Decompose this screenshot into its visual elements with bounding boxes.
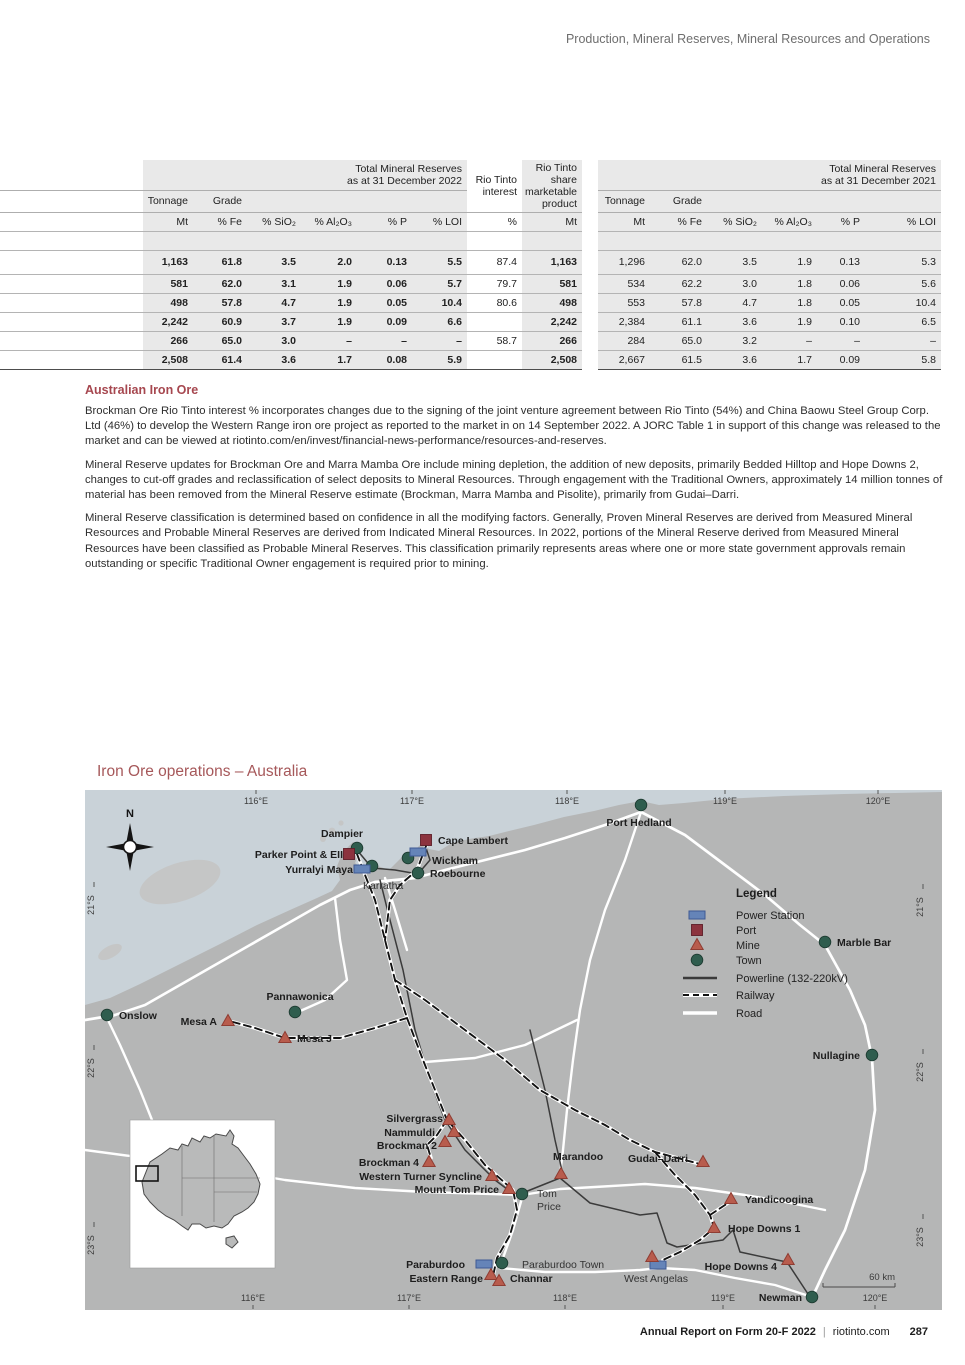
map-svg (85, 790, 942, 1310)
map-label-mount-tom-price: Mount Tom Price (414, 1184, 499, 1196)
row-label-cell (0, 274, 143, 293)
value-2022: 2,508 (143, 350, 193, 369)
value-2022: 57.8 (193, 293, 247, 312)
value-2021: 0.13 (817, 250, 865, 274)
map-label-hope-downs-4: Hope Downs 4 (704, 1261, 777, 1273)
value-2021 (598, 231, 650, 250)
map-label-channar: Channar (510, 1273, 553, 1285)
coord-label-23-s-right: 23°S (915, 1227, 925, 1247)
value-2021: 3.6 (707, 350, 762, 369)
value-2021: – (762, 331, 817, 350)
legend-port-icon (692, 925, 703, 936)
value-2022: 3.0 (247, 331, 301, 350)
map-label-price: Price (537, 1201, 561, 1213)
section-paragraph: Brockman Ore Rio Tinto interest % incorporates changes due to the signing of the joint venture agreement between Rio Tinto (54%) and China Baowu Steel Group Corp. Ltd (46%) to develop the Western Range iron ore project as reported to the market in on 14 September 2022. A JORC Table 1 in support of this change was released to the market and can be viewed at riotinto.com/en/invest/financial-news-performance/resources-and-reserves. (85, 405, 941, 448)
table-gap (582, 331, 598, 350)
coord-label-21-s-right: 21°S (915, 897, 925, 917)
page-number: 287 (909, 1326, 928, 1338)
map-label-wickham: Wickham (432, 855, 479, 867)
scale-label: 60 km (869, 1272, 895, 1283)
value-2022: 2.0 (301, 250, 357, 274)
marker-power-west-angelas-power-station (650, 1261, 666, 1269)
value-2022: 5.7 (412, 274, 467, 293)
rio-tinto-interest-value (467, 350, 522, 369)
share-product-value: 2,242 (522, 312, 582, 331)
map-label-tom: Tom (537, 1188, 557, 1200)
marker-town-onslow (101, 1009, 113, 1021)
value-2022: 1.9 (301, 293, 357, 312)
header-filler (247, 190, 467, 212)
value-2021: 1.8 (762, 293, 817, 312)
table-row (0, 231, 941, 250)
value-2022: 0.09 (357, 312, 412, 331)
legend-label-mine: Mine (736, 940, 760, 952)
page-footer (640, 1326, 928, 1338)
map-label-brockman-4: Brockman 4 (358, 1157, 419, 1169)
coord-label-120-e-top: 120°E (865, 796, 891, 806)
legend-title: Legend (736, 888, 777, 900)
value-2021: % Al₂O₃ (762, 212, 817, 231)
row-label-cell (0, 250, 143, 274)
value-2022: 5.5 (412, 250, 467, 274)
legend-label-powerline-132-220kv: Powerline (132-220kV) (736, 973, 848, 985)
value-2022: 498 (143, 293, 193, 312)
coord-label-117-e-top: 117°E (400, 796, 424, 806)
value-2022: 0.06 (357, 274, 412, 293)
running-header: Production, Mineral Reserves, Mineral Resources and Operations (565, 32, 930, 46)
map-label-western-turner-syncline: Western Turner Syncline (359, 1171, 482, 1183)
mineral-reserves-table-wrap (0, 160, 941, 370)
value-2021: 6.5 (865, 312, 941, 331)
legend-label-town: Town (736, 955, 762, 967)
value-2022: 581 (143, 274, 193, 293)
value-2021 (762, 231, 817, 250)
legend-label-railway: Railway (736, 990, 775, 1002)
value-2021: % SiO₂ (707, 212, 762, 231)
map-label-marble-bar: Marble Bar (837, 937, 892, 949)
reserves-2022-title: Total Mineral Reserves as at 31 December 2022 (143, 160, 467, 190)
value-2022: 3.1 (247, 274, 301, 293)
value-2021: 3.5 (707, 250, 762, 274)
value-2022: – (301, 331, 357, 350)
value-2022: 61.8 (193, 250, 247, 274)
value-2021: 5.3 (865, 250, 941, 274)
marker-town-tom-price (516, 1188, 528, 1200)
table-row (0, 350, 941, 369)
table-gap (582, 350, 598, 369)
rio-tinto-interest-value: 58.7 (467, 331, 522, 350)
table-row (0, 293, 941, 312)
footer-report-title: Annual Report on Form 20-F 2022 (639, 1326, 816, 1338)
value-2022 (412, 231, 467, 250)
value-2022: 1.7 (301, 350, 357, 369)
coord-label-116-e-bottom: 116°E (241, 1293, 265, 1303)
share-product-value: Mt (522, 212, 582, 231)
marker-port-parker-point-eii (344, 849, 355, 860)
value-2022: 60.9 (193, 312, 247, 331)
value-2021 (650, 231, 707, 250)
row-label-spacer (0, 160, 143, 190)
map-label-port-hedland: Port Hedland (606, 817, 672, 829)
value-2022: 0.08 (357, 350, 412, 369)
map-label-onslow: Onslow (119, 1010, 157, 1022)
coord-label-117-e-bottom: 117°E (397, 1293, 421, 1303)
value-2022: % SiO₂ (247, 212, 301, 231)
value-2021: 1.7 (762, 350, 817, 369)
tonnage-header-2022: Tonnage (143, 190, 193, 212)
value-2022 (301, 231, 357, 250)
value-2021: % Fe (650, 212, 707, 231)
section-paragraph: Mineral Reserve updates for Brockman Ore and Marra Mamba Ore include mining depletion, the addition of new deposits, primarily Bedded Hilltop and Hope Downs 2, changes to cut-off grades and reclassification of select deposits to Mineral Resources. Through engagement with the Traditional Owners, approximately 14 million tonnes of material has been removed from the Mineral Reserve estimate (Brockman, Marra Mamba and Pisolite), primarily from Gudai–Darri. (85, 458, 943, 502)
mineral-reserves-table (0, 160, 941, 370)
coord-label-119-e-bottom: 119°E (711, 1293, 735, 1303)
map-label-nammuldi: Nammuldi (384, 1127, 435, 1139)
value-2022: – (412, 331, 467, 350)
map-label-pannawonica: Pannawonica (266, 991, 334, 1003)
rio-tinto-interest-value: 79.7 (467, 274, 522, 293)
coord-label-22-s-right: 22°S (915, 1062, 925, 1082)
map-label-yurralyi-maya: Yurralyi Maya (285, 864, 353, 876)
table-row (0, 331, 941, 350)
value-2022 (143, 231, 193, 250)
table-gap (582, 312, 598, 331)
value-2022: 266 (143, 331, 193, 350)
value-2022: 3.5 (247, 250, 301, 274)
value-2022: % Al₂O₃ (301, 212, 357, 231)
value-2021: 284 (598, 331, 650, 350)
rio-tinto-interest-value: 80.6 (467, 293, 522, 312)
value-2022: 4.7 (247, 293, 301, 312)
value-2021: 5.8 (865, 350, 941, 369)
value-2021 (707, 231, 762, 250)
value-2021: 3.0 (707, 274, 762, 293)
value-2022: 0.13 (357, 250, 412, 274)
map-label-nullagine: Nullagine (812, 1050, 860, 1062)
value-2022: – (357, 331, 412, 350)
map-label-parker-point-eii: Parker Point & EII (254, 849, 343, 861)
svg-text:N: N (126, 808, 134, 820)
value-2021: 1,296 (598, 250, 650, 274)
coord-label-118-e-top: 118°E (555, 796, 579, 806)
row-label-cell (0, 212, 143, 231)
marker-power-wickham-power-station (410, 848, 426, 856)
table-row (0, 250, 941, 274)
rio-tinto-interest-value: % (467, 212, 522, 231)
map-label-west-angelas: West Angelas (623, 1273, 689, 1285)
table-row (0, 274, 941, 293)
share-product-value: 581 (522, 274, 582, 293)
value-2021: 1.9 (762, 250, 817, 274)
table-row (0, 312, 941, 331)
value-2021: 4.7 (707, 293, 762, 312)
value-2021: – (865, 331, 941, 350)
value-2021: 2,667 (598, 350, 650, 369)
header-filler (707, 190, 941, 212)
map-label-newman: Newman (758, 1292, 802, 1304)
map-title: Iron Ore operations – Australia (97, 763, 308, 780)
value-2021: 1.8 (762, 274, 817, 293)
map-label-hope-downs-1: Hope Downs 1 (728, 1223, 801, 1235)
marker-town-newman (806, 1291, 818, 1303)
table-gap (582, 250, 598, 274)
map-label-paraburdoo: Paraburdoo (406, 1259, 465, 1271)
marker-town-port-hedland (635, 799, 647, 811)
rio-tinto-interest-header: Rio Tinto interest (467, 160, 522, 212)
table-gap (582, 274, 598, 293)
share-product-value (522, 231, 582, 250)
row-label-cell (0, 350, 143, 369)
rio-tinto-interest-value: 87.4 (467, 250, 522, 274)
iron-ore-operations-map (85, 790, 942, 1310)
grade-header-2022: Grade (193, 190, 247, 212)
value-2022: % LOI (412, 212, 467, 231)
value-2021: 3.6 (707, 312, 762, 331)
value-2022: 5.9 (412, 350, 467, 369)
value-2021: 62.2 (650, 274, 707, 293)
marker-power-yurralyi-maya (354, 865, 370, 873)
marker-town-paraburdoo-town (496, 1257, 508, 1269)
value-2021: 0.10 (817, 312, 865, 331)
map-label-dampier: Dampier (320, 828, 364, 840)
value-2022: 10.4 (412, 293, 467, 312)
map-label-marandoo: Marandoo (553, 1151, 604, 1163)
tonnage-header-2021: Tonnage (598, 190, 650, 212)
value-2022: % P (357, 212, 412, 231)
marker-town-pannawonica (289, 1006, 301, 1018)
value-2021: % P (817, 212, 865, 231)
legend-town-icon (691, 954, 703, 966)
map-label-cape-lambert: Cape Lambert (438, 835, 509, 847)
table-gap (582, 212, 598, 231)
value-2021 (865, 231, 941, 250)
value-2022: 2,242 (143, 312, 193, 331)
value-2021: 5.6 (865, 274, 941, 293)
value-2021: 65.0 (650, 331, 707, 350)
map-label-eastern-range: Eastern Range (409, 1273, 483, 1285)
value-2021: 61.5 (650, 350, 707, 369)
map-label-gudai-darri: Gudai–Darri (628, 1153, 689, 1165)
value-2022: % Fe (193, 212, 247, 231)
value-2021: 1.9 (762, 312, 817, 331)
value-2021: 534 (598, 274, 650, 293)
value-2021: 10.4 (865, 293, 941, 312)
value-2022: 1.9 (301, 274, 357, 293)
table-gap (582, 160, 598, 212)
grade-header-2021: Grade (650, 190, 707, 212)
australian-iron-ore-section (85, 383, 947, 580)
value-2022: 3.6 (247, 350, 301, 369)
table-gap (582, 231, 598, 250)
value-2021: 2,384 (598, 312, 650, 331)
rio-tinto-interest-value (467, 231, 522, 250)
map-label-mesa-a: Mesa A (180, 1016, 217, 1028)
section-paragraph: Mineral Reserve classification is determined based on confidence in all the modifying factors. Generally, Proven Mineral Reserves are derived from Measured Mineral Resources and Probable Mineral Reserves are derived from Indicated Mineral Resources. In 2022, portions of the Mineral Reserve derived from Measured Mineral Resources have been classified as Probable Mineral Reserves. This classification primarily represents areas where one or more state government approvals remain outstanding or specific Traditional Owner engagement is required prior to mining. (85, 512, 913, 570)
row-label-cell (0, 331, 143, 350)
coord-label-21-s-left: 21°S (86, 895, 96, 915)
value-2022: 62.0 (193, 274, 247, 293)
share-product-value: 498 (522, 293, 582, 312)
value-2022 (247, 231, 301, 250)
rio-tinto-share-header: Rio Tinto share marketable product (522, 160, 582, 212)
row-label-cell (0, 293, 143, 312)
value-2022: Mt (143, 212, 193, 231)
value-2021: 0.09 (817, 350, 865, 369)
map-label-paraburdoo-town: Paraburdoo Town (522, 1259, 605, 1271)
footer-divider: | (822, 1326, 826, 1338)
footer-site: riotinto.com (832, 1326, 890, 1338)
map-label-yandicoogina: Yandicoogina (745, 1194, 814, 1206)
legend-power-icon (689, 911, 705, 919)
value-2022 (357, 231, 412, 250)
value-2021: 0.05 (817, 293, 865, 312)
share-product-value: 266 (522, 331, 582, 350)
value-2021: 0.06 (817, 274, 865, 293)
coord-label-22-s-left: 22°S (86, 1058, 96, 1078)
marker-town-roebourne (412, 867, 424, 879)
value-2022: 0.05 (357, 293, 412, 312)
reserves-2021-title: Total Mineral Reserves as at 31 December 2021 (598, 160, 941, 190)
row-label-cell (0, 312, 143, 331)
value-2021: 62.0 (650, 250, 707, 274)
value-2021: 61.1 (650, 312, 707, 331)
value-2021: 57.8 (650, 293, 707, 312)
marker-power-paraburdoo-power-station (476, 1260, 492, 1268)
table-gap (582, 293, 598, 312)
marker-town-nullagine (866, 1049, 878, 1061)
value-2021: Mt (598, 212, 650, 231)
coord-label-118-e-bottom: 118°E (553, 1293, 577, 1303)
coord-label-116-e-top: 116°E (244, 796, 268, 806)
marker-town-marble-bar (819, 936, 831, 948)
value-2021 (817, 231, 865, 250)
value-2022: 1,163 (143, 250, 193, 274)
map-label-mesa-j: Mesa J (297, 1033, 333, 1045)
australia-inset-map (130, 1120, 275, 1268)
legend-label-port: Port (736, 925, 757, 937)
coord-label-23-s-left: 23°S (86, 1235, 96, 1255)
value-2021: 553 (598, 293, 650, 312)
share-product-value: 2,508 (522, 350, 582, 369)
map-label-roebourne: Roebourne (430, 868, 486, 880)
coord-label-120-e-bottom: 120°E (862, 1293, 888, 1303)
value-2022: 3.7 (247, 312, 301, 331)
legend-label-road: Road (736, 1008, 763, 1020)
value-2021: % LOI (865, 212, 941, 231)
value-2022: 65.0 (193, 331, 247, 350)
value-2022: 6.6 (412, 312, 467, 331)
map-label-karratha: Karratha (363, 880, 404, 892)
legend-label-power-station: Power Station (736, 910, 805, 922)
map-label-silvergrass: Silvergrass (386, 1113, 443, 1125)
value-2022 (193, 231, 247, 250)
rio-tinto-interest-value (467, 312, 522, 331)
coord-label-119-e-top: 119°E (713, 796, 737, 806)
value-2021: 3.2 (707, 331, 762, 350)
value-2022: 61.4 (193, 350, 247, 369)
value-2021: – (817, 331, 865, 350)
marker-port-cape-lambert (421, 835, 432, 846)
row-label-spacer (0, 190, 143, 212)
value-2022: 1.9 (301, 312, 357, 331)
table-row (0, 212, 941, 231)
row-label-cell (0, 231, 143, 250)
map-label-brockman-2: Brockman 2 (376, 1140, 437, 1152)
section-heading: Australian Iron Ore (85, 383, 199, 397)
share-product-value: 1,163 (522, 250, 582, 274)
